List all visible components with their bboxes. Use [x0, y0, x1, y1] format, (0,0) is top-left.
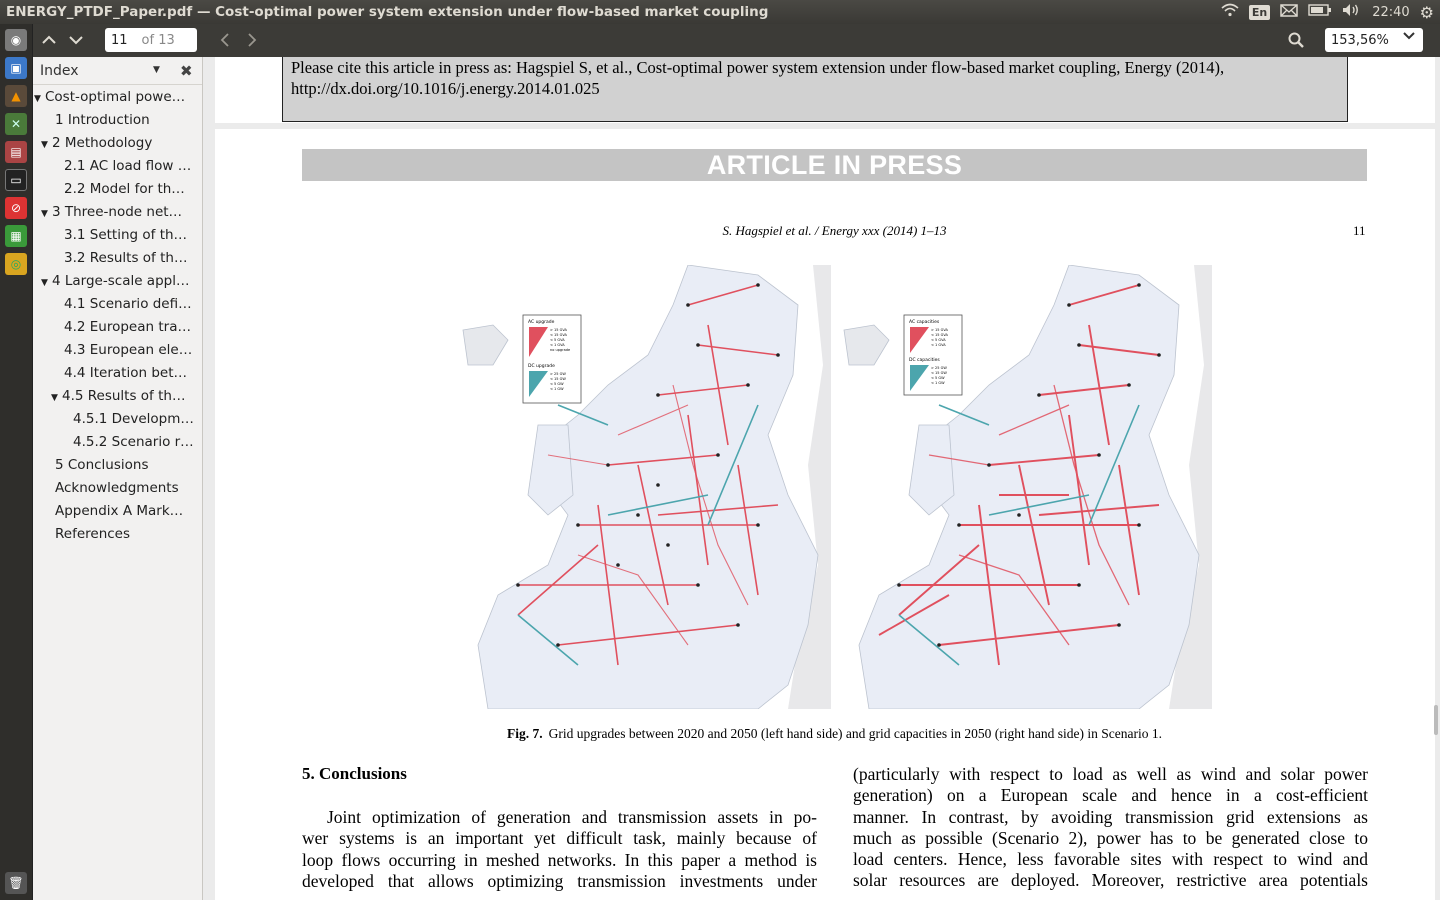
chrome-icon[interactable]: ◎	[5, 253, 27, 275]
expander-down-icon[interactable]: ▼	[34, 94, 41, 104]
legend-ac-dc-capacities	[904, 315, 962, 395]
search-button[interactable]	[1283, 28, 1309, 52]
map-grid-upgrades	[458, 265, 831, 709]
outline-item[interactable]: ▼ 3 Three-node net…	[41, 201, 199, 224]
search-icon	[1288, 32, 1304, 48]
outline-item[interactable]: 5 Conclusions	[55, 457, 149, 473]
page-number-input[interactable]	[105, 28, 197, 52]
mail-icon[interactable]	[1280, 4, 1298, 21]
svg-text:< 5 GW: < 5 GW	[931, 376, 945, 380]
page-total: of 13	[141, 32, 175, 48]
svg-text:< 15 GVA: < 15 GVA	[550, 333, 567, 337]
sidebar-header	[33, 57, 202, 85]
outline-item[interactable]: ▼ 2 Methodology	[41, 132, 199, 155]
page-number: 11	[1353, 223, 1366, 238]
outline-item[interactable]: ▼ 4.5 Results of th…	[51, 385, 199, 408]
outline-item[interactable]: Acknowledgments	[55, 480, 179, 496]
dropdown-arrow-icon[interactable]: ▼	[153, 65, 160, 75]
zoom-select[interactable]	[1325, 28, 1423, 52]
expander-down-icon[interactable]: ▼	[51, 393, 58, 403]
outline-item[interactable]: ▼ 4 Large-scale appl…	[41, 270, 199, 293]
text-line: developed that allows optimizing transmission investments under	[302, 870, 817, 891]
citation-line: Please cite this article in press as: Hagspiel S, et al., Cost-optimal power system extension under flow-based market coupling, Energy (2014),	[291, 58, 1225, 77]
text-line: manner. In contrast, by avoiding transmission grid extensions as	[853, 806, 1368, 827]
expander-down-icon[interactable]: ▼	[41, 278, 48, 288]
history-back-button[interactable]	[212, 28, 238, 52]
dash-home-icon[interactable]: ◉	[5, 29, 27, 51]
figure-caption	[302, 726, 1367, 742]
chevron-up-icon	[42, 35, 56, 45]
sidebar	[33, 57, 203, 900]
svg-text:< 5 GW: < 5 GW	[550, 382, 564, 386]
outline-item[interactable]: 4.3 European ele…	[64, 342, 193, 358]
keyboard-layout-indicator[interactable]: En	[1249, 5, 1270, 20]
map-grid-capacities	[839, 265, 1212, 709]
text-line: much as possible (Scenario 2), power has to be generated close to	[853, 827, 1368, 848]
terminal-icon[interactable]: ▭	[5, 169, 27, 191]
next-page-button[interactable]	[63, 28, 89, 52]
text-line: wer systems is an important yet difficult task, mainly because of	[302, 828, 817, 849]
history-forward-button[interactable]	[239, 28, 265, 52]
chevron-down-icon	[69, 35, 83, 45]
close-sidebar-icon[interactable]: ✖	[180, 62, 193, 80]
sidebar-mode-select[interactable]: Index	[40, 62, 79, 79]
vlc-icon[interactable]: ▲	[5, 85, 27, 107]
wifi-icon[interactable]	[1221, 3, 1239, 21]
launcher	[0, 24, 33, 900]
text-line: Joint optimization of generation and transmission assets in po-	[327, 807, 817, 827]
previous-page-button[interactable]	[36, 28, 62, 52]
svg-text:< 15 GVA: < 15 GVA	[931, 333, 948, 337]
right-text-column	[853, 764, 1368, 892]
outline-item[interactable]: 1 Introduction	[55, 112, 150, 128]
outline-item[interactable]: 3.1 Setting of th…	[64, 227, 188, 243]
text-line: generation) on a European scale and hence in a cost-efficient	[853, 785, 1368, 806]
citation-doi[interactable]: http://dx.doi.org/10.1016/j.energy.2014.01.025	[291, 79, 600, 98]
text-line: (particularly with respect to load as well as wind and solar power	[853, 764, 1368, 784]
svg-text:< 15 GW: < 15 GW	[931, 371, 947, 375]
figure-label: Fig. 7.	[507, 726, 543, 741]
svg-text:< 15 GW: < 15 GW	[550, 377, 566, 381]
svg-text:< 5 GVA: < 5 GVA	[931, 338, 946, 342]
article-in-press-banner: ARTICLE IN PRESS	[302, 149, 1367, 181]
pdf-page	[215, 57, 1435, 900]
legend-ac-dc-upgrade	[523, 315, 581, 403]
outline-item[interactable]: 4.5.2 Scenario r…	[73, 434, 194, 450]
top-panel	[0, 0, 1440, 24]
expander-down-icon[interactable]: ▼	[41, 140, 48, 150]
settings-gear-icon[interactable]: ⚙	[1419, 2, 1434, 22]
text-line: solar resources are deployed. Moreover, restrictive area potentials	[853, 870, 1368, 891]
chevron-left-icon	[220, 33, 230, 47]
svg-text:> 25 GW: > 25 GW	[550, 372, 566, 376]
outline-item[interactable]: 2.1 AC load flow …	[64, 158, 192, 174]
document-view[interactable]	[203, 57, 1440, 900]
svg-text:< 1 GVA: < 1 GVA	[550, 343, 565, 347]
spreadsheet-icon[interactable]: ▦	[5, 225, 27, 247]
page-separator	[215, 123, 1435, 129]
svg-text:< 1 GVA: < 1 GVA	[931, 343, 946, 347]
section-heading: 5. Conclusions	[302, 764, 407, 783]
outline-item[interactable]: Appendix A Mark…	[55, 503, 184, 519]
text-line: loop flows occurring in meshed networks. In this paper a method is	[302, 849, 817, 870]
svg-text:DC upgrade: DC upgrade	[528, 364, 555, 369]
svg-text:< 1 GW: < 1 GW	[931, 381, 945, 385]
trash-icon[interactable]: 🗑	[5, 872, 27, 894]
svg-text:AC capacities: AC capacities	[909, 320, 940, 325]
outline-item[interactable]: 4.5.1 Developm…	[73, 411, 194, 427]
svg-text:< 1 GW: < 1 GW	[550, 387, 564, 391]
svg-text:no upgrade: no upgrade	[550, 348, 571, 352]
figure-caption-text: Grid upgrades between 2020 and 2050 (left hand side) and grid capacities in 2050 (right hand side) in Scenario 1.	[548, 726, 1162, 741]
outline-item[interactable]: 3.2 Results of th…	[64, 250, 188, 266]
svg-text:< 5 GVA: < 5 GVA	[550, 338, 565, 342]
clock[interactable]: 22:40	[1372, 4, 1410, 20]
outline-item[interactable]: 4.2 European tra…	[64, 319, 191, 335]
file-manager-icon[interactable]: ▣	[5, 57, 27, 79]
viewer-toolbar	[33, 24, 1440, 57]
svg-text:AC upgrade: AC upgrade	[528, 320, 555, 325]
window-title: ENERGY_PTDF_Paper.pdf — Cost-optimal power system extension under flow-based market coupling	[6, 4, 769, 20]
running-head: S. Hagspiel et al. / Energy xxx (2014) 1–13	[722, 223, 947, 238]
svg-text:DC capacities: DC capacities	[909, 358, 940, 363]
archive-manager-icon[interactable]: ▤	[5, 141, 27, 163]
left-text-column	[302, 807, 817, 892]
chevron-right-icon	[247, 33, 257, 47]
current-page[interactable]: 11	[111, 32, 128, 48]
volume-icon[interactable]	[1342, 3, 1362, 21]
outline-item[interactable]: ▼ Cost-optimal powe…	[34, 86, 199, 109]
svg-text:> 25 GW: > 25 GW	[931, 366, 947, 370]
outline-item[interactable]: 2.2 Model for th…	[64, 181, 185, 197]
system-tray	[1221, 0, 1434, 24]
battery-icon[interactable]	[1308, 4, 1332, 20]
text-line: load centers. Hence, less favorable sites with respect to wind and	[853, 849, 1368, 870]
citation-box	[282, 57, 1348, 122]
scrollbar-indicator[interactable]	[1434, 705, 1438, 735]
outline-item[interactable]: 4.1 Scenario defi…	[64, 296, 192, 312]
chevron-down-icon	[1403, 30, 1415, 45]
document-viewer-icon[interactable]: ⊘	[5, 197, 27, 219]
outline-item[interactable]: 4.4 Iteration bet…	[64, 365, 187, 381]
tools-app-icon[interactable]: ✕	[5, 113, 27, 135]
outline-item[interactable]: References	[55, 526, 131, 542]
zoom-value: 153,56%	[1331, 32, 1389, 48]
svg-text:> 15 GVA: > 15 GVA	[550, 328, 567, 332]
svg-text:> 15 GVA: > 15 GVA	[931, 328, 948, 332]
expander-down-icon[interactable]: ▼	[41, 209, 48, 219]
